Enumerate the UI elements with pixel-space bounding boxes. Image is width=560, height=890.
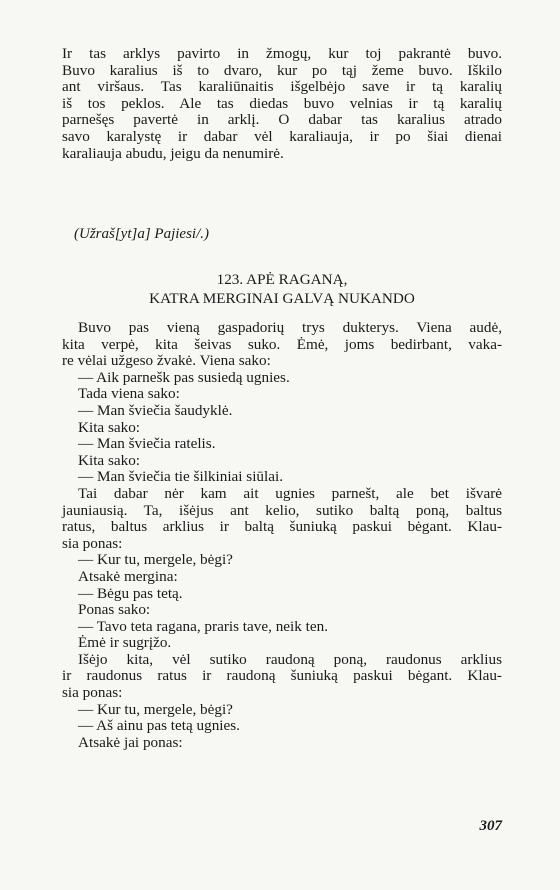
- source-note: (Užraš[yt]a] Pajiesi/.): [74, 226, 209, 242]
- text-line: karaliauja abudu, jeigu da nenumirė.: [62, 144, 284, 162]
- story-line: — Man šviečia ratelis.: [78, 435, 216, 453]
- story-line: Išėjo kita, vėl sutiko raudoną poną, raudonus arklius: [78, 650, 502, 668]
- story-line: Kita sako:: [78, 451, 141, 469]
- story-line: kita verpė, kita šeivas suko. Ėmė, joms bedirbant, vaka-: [62, 335, 502, 353]
- text-line: parnešęs pavertė in arklį. O dabar tas karalius atrado: [62, 111, 502, 129]
- story-line: Kita sako:: [78, 418, 141, 436]
- page-number: 307: [479, 818, 502, 834]
- story-line: — Tavo teta ragana, praris tave, neik ten.: [78, 617, 328, 635]
- text-line: savo karalystę ir dabar vėl karaliauja, ir po šiai dienai: [62, 127, 502, 145]
- story-heading: [62, 270, 502, 308]
- story-line: sia ponas:: [62, 534, 123, 552]
- top-paragraph: [62, 46, 502, 162]
- story-line: re vėlai užgeso žvakė. Viena sako:: [62, 352, 271, 370]
- story-line: — Aik parnešk pas susiedą ugnies.: [78, 368, 290, 386]
- story-line: — Kur tu, mergele, bėgi?: [78, 551, 233, 569]
- story-line: jauniausią. Ta, išėjus ant kelio, sutiko baltą poną, baltus: [62, 501, 502, 519]
- text-line: iš tos peklos. Ale tas diedas buvo velnias ir tą karalių: [62, 94, 502, 112]
- story-line: — Aš ainu pas tetą ugnies.: [78, 717, 240, 735]
- story-line: Tai dabar nėr kam ait ugnies parnešt, ale bet išvarė: [78, 484, 502, 502]
- story-line: ir raudonus ratus ir raudoną šuniuką paskui bėgant. Klau-: [62, 667, 502, 685]
- story-line: Ponas sako:: [78, 601, 151, 619]
- story-title-line2: KATRA MERGINAI GALVĄ NUKANDO: [149, 290, 415, 307]
- story-line: — Bėgu pas tetą.: [78, 584, 183, 602]
- story-line: Tada viena sako:: [78, 385, 180, 403]
- text-line: ant viršaus. Tas karaliūnaitis išgelbėjo save ir tą karalių: [62, 78, 502, 96]
- story-number-title: 123. APĖ RAGANĄ,: [216, 271, 348, 288]
- story-line: — Man šviečia tie šilkiniai siūlai.: [78, 468, 283, 486]
- story-line: — Kur tu, mergele, bėgi?: [78, 700, 233, 718]
- story-line: — Man šviečia šaudyklė.: [78, 401, 233, 419]
- story-line: Atsakė jai ponas:: [78, 733, 183, 751]
- text-line: Ir tas arklys pavirto in žmogų, kur toj pakrantė buvo.: [62, 45, 502, 62]
- story-line: Buvo pas vieną gaspadorių trys dukterys. Viena audė,: [78, 319, 502, 336]
- story-line: sia ponas:: [62, 684, 123, 702]
- story-line: Atsakė mergina:: [78, 567, 178, 585]
- text-line: Buvo karalius iš to dvaro, kur po tąj žeme buvo. Iškilo: [62, 61, 502, 79]
- story-line: Ėmė ir sugrįžo.: [78, 634, 172, 652]
- story-line: ratus, baltus arklius ir baltą šuniuką paskui bėgant. Klau-: [62, 518, 502, 536]
- story-body: [62, 320, 502, 751]
